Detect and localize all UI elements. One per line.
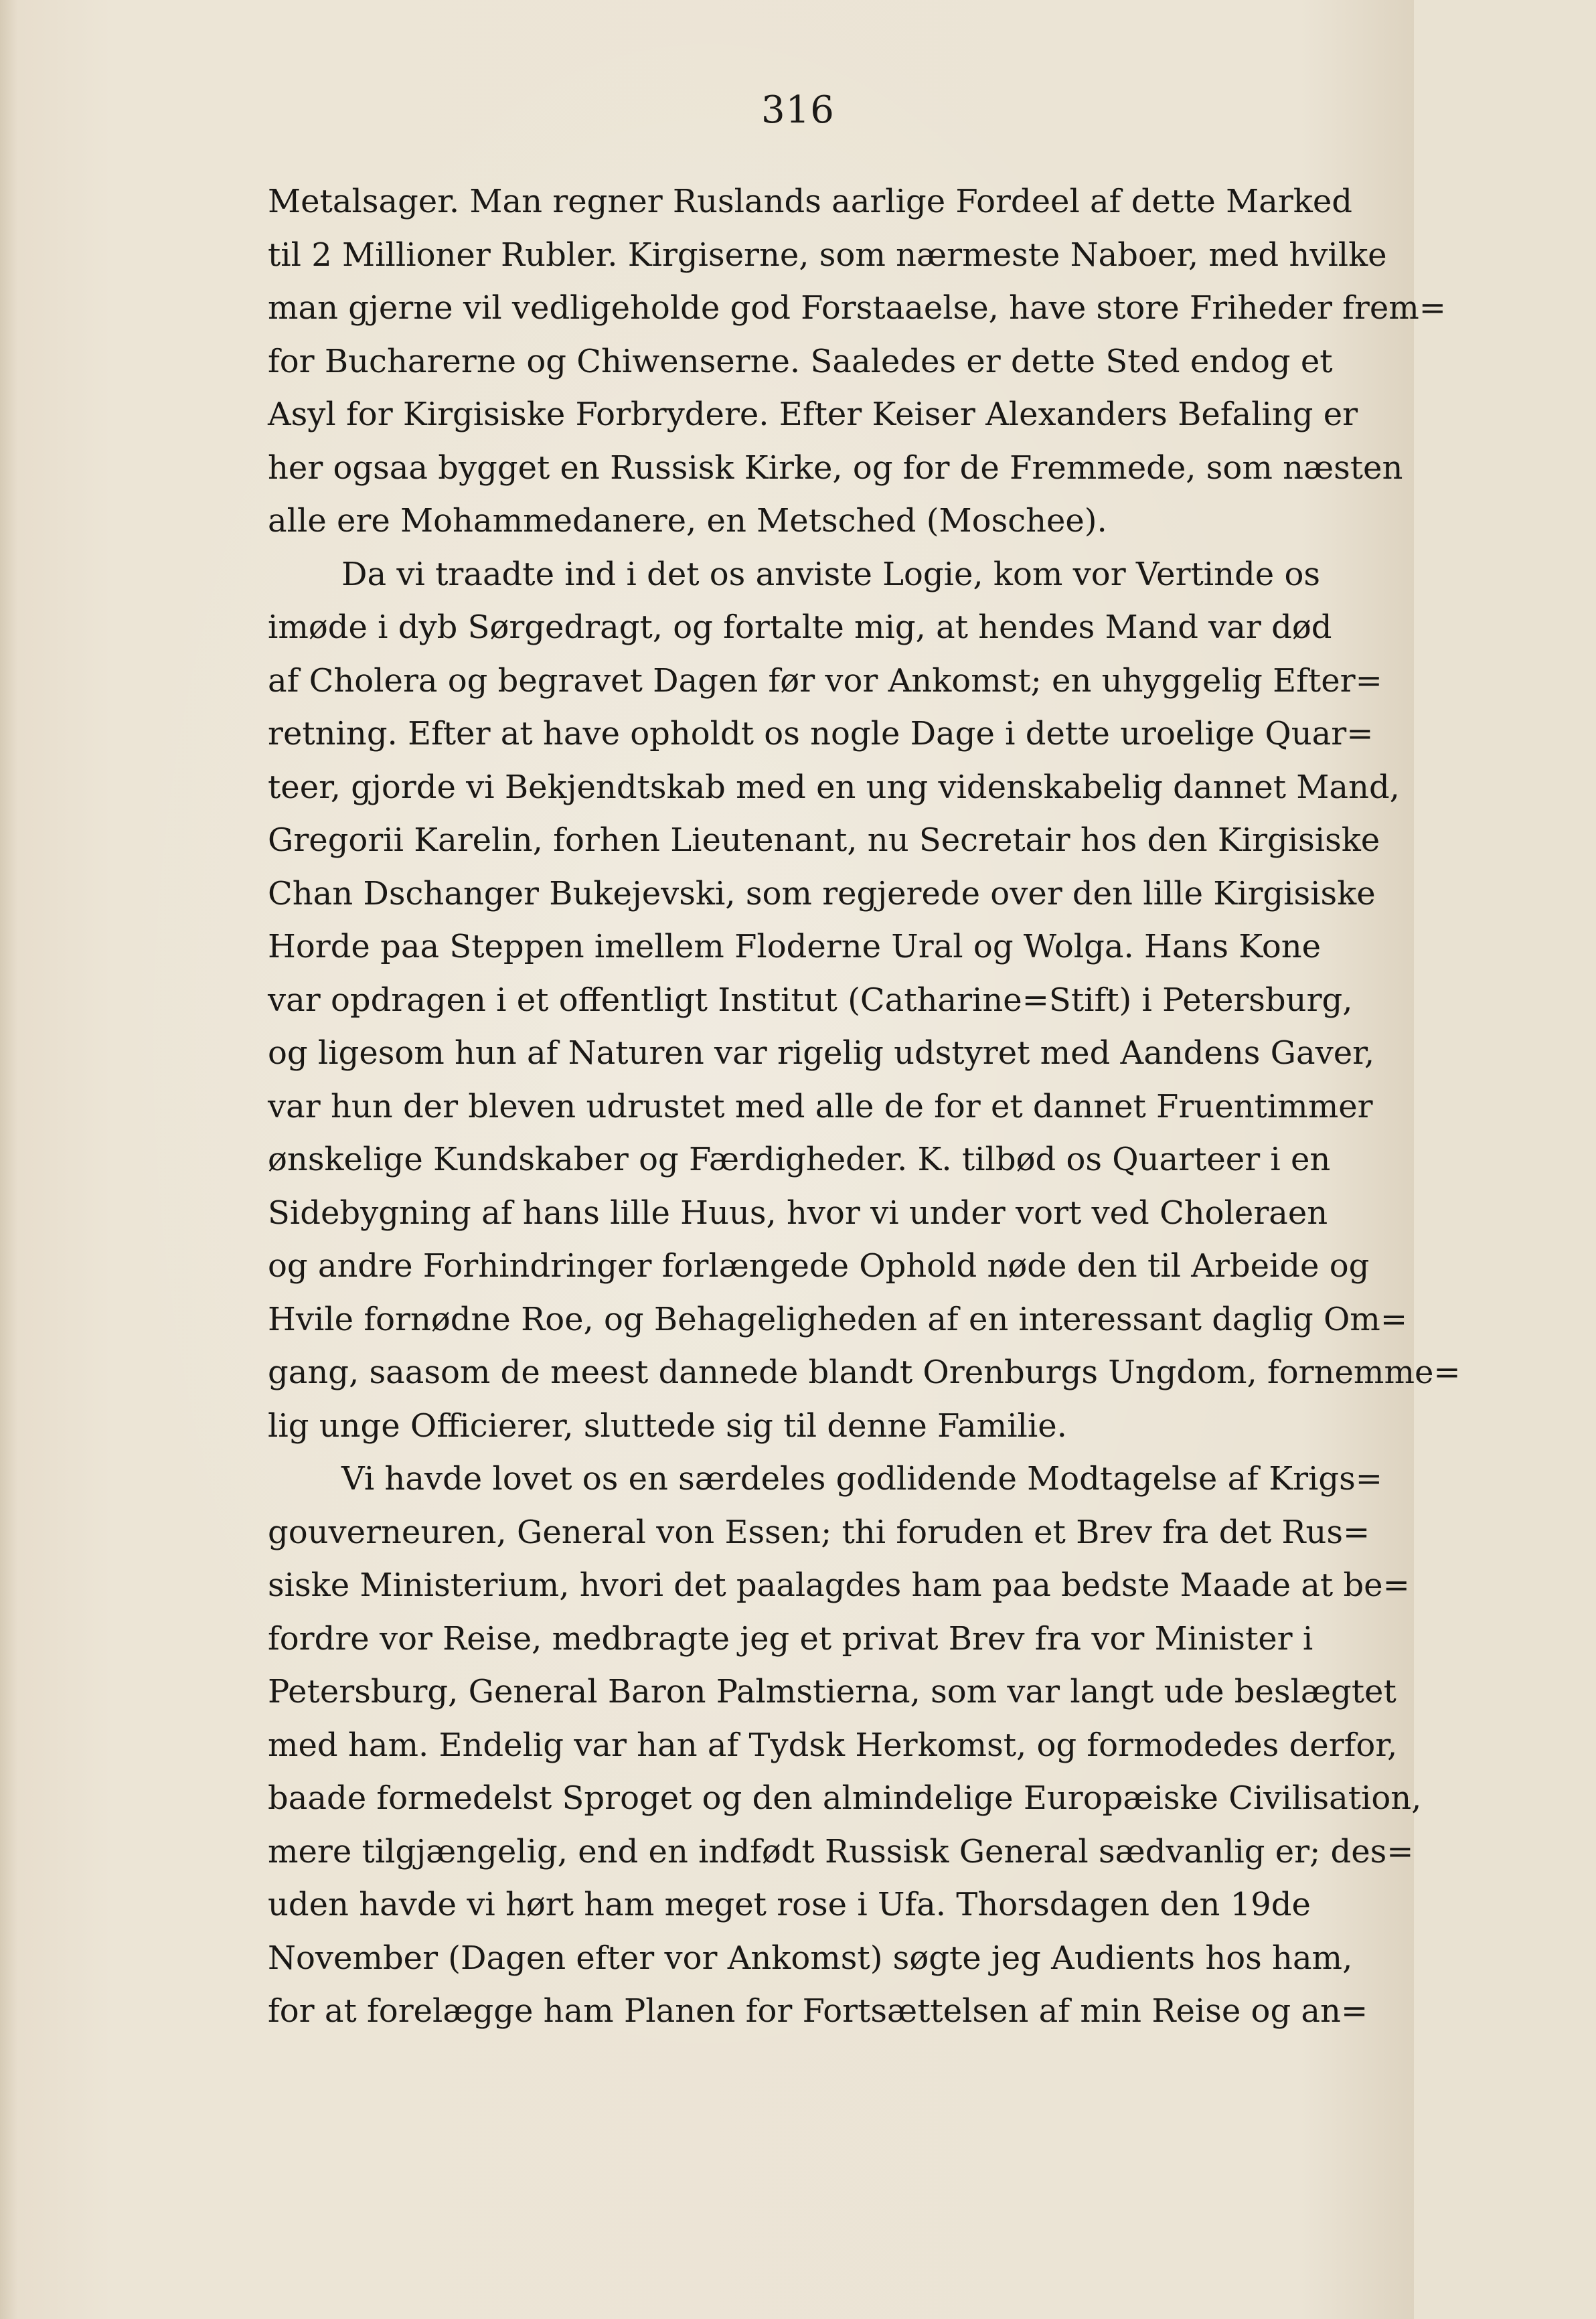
text-line: og andre Forhindringer forlængede Ophold nøde den til Arbeide og (268, 1247, 1370, 1285)
text-line: til 2 Millioner Rubler. Kirgiserne, som nærmeste Naboer, med hvilke (268, 236, 1387, 274)
text-line: var opdragen i et offentligt Institut (Catharine=Stift) i Petersburg, (268, 981, 1353, 1019)
page-number: 316 (761, 88, 835, 132)
text-line: imøde i dyb Sørgedragt, og fortalte mig, at hendes Mand var død (268, 609, 1332, 646)
page-edge-shadow (0, 0, 17, 2319)
text-line: alle ere Mohammedanere, en Metsched (Moschee). (268, 502, 1107, 540)
text-line: fordre vor Reise, medbragte jeg et privat Brev fra vor Minister i (268, 1619, 1313, 1658)
text-line: for at forelægge ham Planen for Fortsættelsen af min Reise og an= (268, 1992, 1368, 2030)
text-line: med ham. Endelig var han af Tydsk Herkomst, og formodedes derfor, (268, 1726, 1398, 1764)
text-line: Gregorii Karelin, forhen Lieutenant, nu Secretair hos den Kirgisiske (268, 821, 1380, 859)
text-line: og ligesom hun af Naturen var rigelig udstyret med Aandens Gaver, (268, 1034, 1375, 1072)
body-text (268, 175, 1461, 2038)
text-line: man gjerne vil vedligeholde god Forstaaelse, have store Friheder frem= (268, 289, 1447, 327)
text-line: var hun der bleven udrustet med alle de for et dannet Fruentimmer (268, 1087, 1373, 1125)
text-line: ønskelige Kundskaber og Færdigheder. K. tilbød os Quarteer i en (268, 1141, 1331, 1178)
text-line: lig unge Officierer, sluttede sig til denne Familie. (268, 1407, 1067, 1445)
text-line: November (Dagen efter vor Ankomst) søgte jeg Audients hos ham, (268, 1939, 1353, 1977)
text-line: for Bucharerne og Chiwenserne. Saaledes er dette Sted endog et (268, 342, 1333, 380)
text-line: uden havde vi hørt ham meget rose i Ufa. Thorsdagen den 19de (268, 1886, 1311, 1923)
text-line: Horde paa Steppen imellem Floderne Ural og Wolga. Hans Kone (268, 928, 1322, 965)
text-line: teer, gjorde vi Bekjendtskab med en ung videnskabelig dannet Mand, (268, 768, 1400, 806)
text-line: af Cholera og begravet Dagen før vor Ankomst; en uhyggelig Efter= (268, 661, 1382, 700)
text-line: her ogsaa bygget en Russisk Kirke, og for de Fremmede, som næsten (268, 449, 1403, 487)
paragraph-start-line: Da vi traadte ind i det os anviste Logie, kom vor Vertinde os (341, 555, 1320, 593)
text-line: gouverneuren, General von Essen; thi foruden et Brev fra det Rus= (268, 1513, 1370, 1551)
text-line: Hvile fornødne Roe, og Behageligheden af en interessant daglig Om= (268, 1300, 1408, 1338)
text-line: retning. Efter at have opholdt os nogle Dage i dette uroelige Quar= (268, 715, 1374, 752)
text-line: Petersburg, General Baron Palmstierna, som var langt ude beslægtet (268, 1673, 1396, 1710)
text-line: siske Ministerium, hvori det paalagdes ham paa bedste Maade at be= (268, 1567, 1410, 1604)
text-line: Asyl for Kirgisiske Forbrydere. Efter Keiser Alexanders Befaling er (268, 396, 1358, 433)
text-line: Chan Dschanger Bukejevski, som regjerede over den lille Kirgisiske (268, 874, 1376, 912)
text-line: mere tilgjængelig, end en indfødt Russisk General sædvanlig er; des= (268, 1832, 1414, 1870)
paragraph-start-line: Vi havde lovet os en særdeles godlidende Modtagelse af Krigs= (341, 1460, 1382, 1498)
text-line: Sidebygning af hans lille Huus, hvor vi under vort ved Choleraen (268, 1194, 1328, 1232)
text-line: Metalsager. Man regner Ruslands aarlige Fordeel af dette Marked (268, 183, 1352, 220)
text-line: baade formedelst Sproget og den almindelige Europæiske Civilisation, (268, 1779, 1422, 1817)
text-line: gang, saasom de meest dannede blandt Orenburgs Ungdom, fornemme= (268, 1354, 1461, 1391)
